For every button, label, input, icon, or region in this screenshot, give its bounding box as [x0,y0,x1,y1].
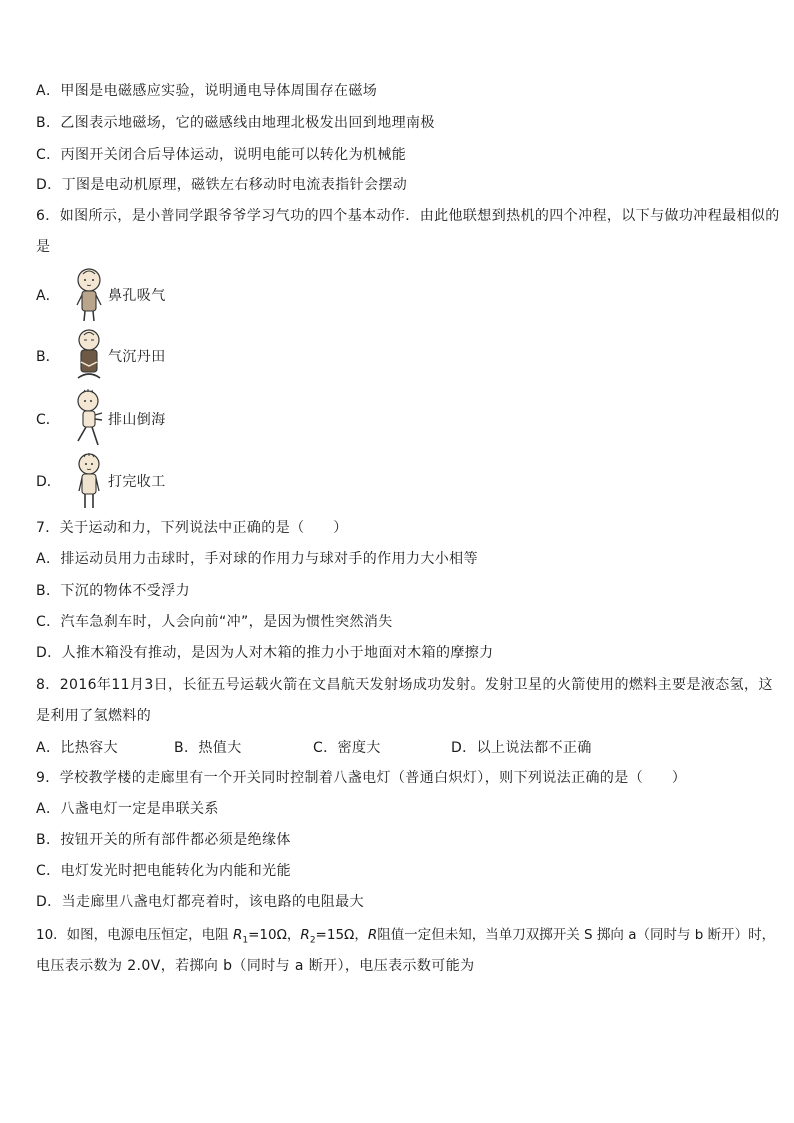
option-text: 排山倒海 [108,412,166,428]
r2-symbol: R [300,927,310,943]
q6-option-a [36,265,166,325]
q5-option-c: C．丙图开关闭合后导体运动，说明电能可以转化为机械能 [36,147,407,163]
q6-option-d [36,451,166,511]
boy-standing-figure-icon [74,451,104,511]
option-text: 打完收工 [108,474,166,490]
q10-stem-line1 [36,925,775,951]
option-letter: A． [36,288,60,304]
q7-option-d: D．人推木箱没有推动，是因为人对木箱的推力小于地面对木箱的摩擦力 [36,645,494,661]
q8-option-d: D．以上说法都不正确 [451,740,592,756]
boy-breathing-figure-icon [74,265,104,325]
r1-symbol: R [232,927,243,943]
q9-stem: 9．学校教学楼的走廊里有一个开关同时控制着八盏电灯（普通白炽灯），则下列说法正确的是（ ） [36,770,687,786]
option-text: 鼻孔吸气 [108,288,166,304]
r1-subscript: 1 [242,935,249,946]
option-letter: C． [36,412,60,428]
option-text: 气沉丹田 [108,349,166,365]
option-letter: B． [36,349,60,365]
q7-stem: 7．关于运动和力，下列说法中正确的是（ ） [36,520,348,536]
q6-option-b [36,326,166,386]
q9-option-c: C．电灯发光时把电能转化为内能和光能 [36,863,291,879]
q7-option-b: B．下沉的物体不受浮力 [36,583,191,599]
q8-option-a: A．比热容大 [36,740,118,756]
q7-option-a: A．排运动员用力击球时，手对球的作用力与球对手的作用力大小相等 [36,551,478,567]
boy-meditating-figure-icon [74,326,104,386]
q5-option-d: D．丁图是电动机原理，磁铁左右移动时电流表指针会摆动 [36,177,408,193]
q8-option-b: B．热值大 [174,740,242,756]
q6-option-c [36,389,166,449]
r-symbol: R [367,927,378,943]
q9-option-d: D．当走廊里八盏电灯都亮着时，该电路的电阻最大 [36,894,364,910]
q5-option-a: A．甲图是电磁感应实验，说明通电导体周围存在磁场 [36,83,378,99]
q9-option-b: B．按钮开关的所有部件都必须是绝缘体 [36,832,291,848]
q10-text-part: 阻值一定但未知，当单刀双掷开关 S 掷向 a（同时与 b 断开）时， [377,927,776,943]
q8-stem-line2: 是利用了氢燃料的 [36,708,152,724]
q5-option-b: B．乙图表示地磁场，它的磁感线由地理北极发出回到地理南极 [36,115,435,131]
q9-option-a: A．八盏电灯一定是串联关系 [36,801,219,817]
q6-stem-line2: 是 [36,239,51,255]
q10-text-part: =15Ω， [315,927,368,943]
q8-option-c: C．密度大 [313,740,381,756]
q10-stem-line2: 电压表示数为 2.0V，若掷向 b（同时与 a 断开），电压表示数可能为 [36,958,475,974]
q7-option-c: C．汽车急刹车时，人会向前“冲”，是因为惯性突然消失 [36,614,393,630]
q8-stem-line1: 8．2016年11月3日，长征五号运载火箭在文昌航天发射场成功发射。发射卫星的火箭使用的燃料主要是液态氢，这 [36,677,773,693]
r2-subscript: 2 [309,935,316,946]
q10-text-part: 10．如图，电源电压恒定，电阻 [36,927,233,943]
boy-pushing-figure-icon [74,389,104,449]
q10-text-part: =10Ω， [248,927,301,943]
option-letter: D． [36,474,61,490]
q6-stem-line1: 6．如图所示，是小普同学跟爷爷学习气功的四个基本动作．由此他联想到热机的四个冲程，以下与做功冲程最相似的 [36,208,780,224]
